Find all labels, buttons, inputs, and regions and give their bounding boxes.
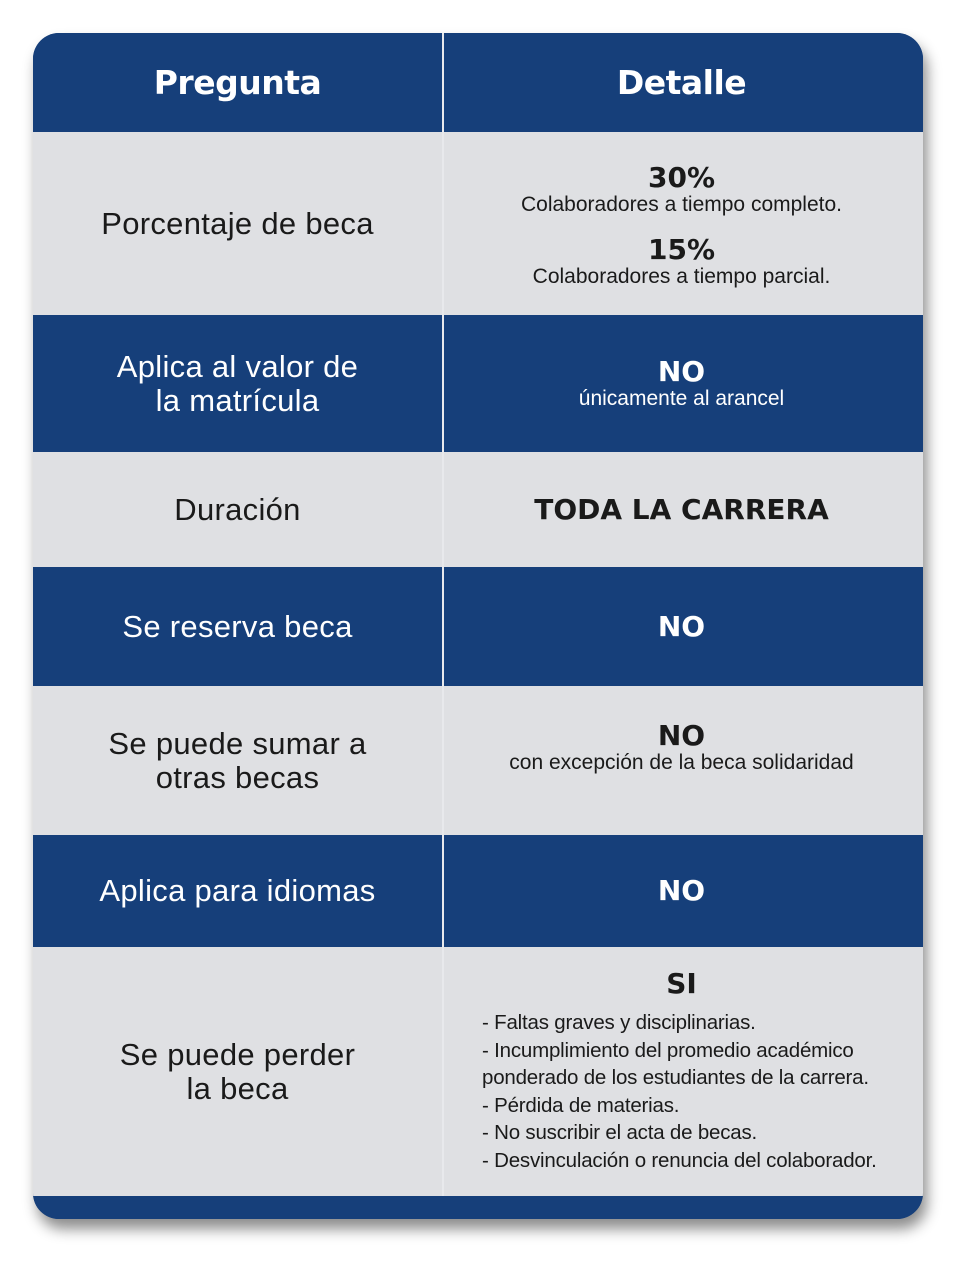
list-item: ponderado de los estudiantes de la carrera. — [482, 1066, 869, 1090]
question-cell — [33, 315, 442, 452]
header-detalle: Detalle — [616, 63, 747, 102]
question-cell — [33, 947, 442, 1196]
table-row — [33, 835, 923, 947]
header-pregunta: Pregunta — [153, 63, 322, 102]
question-duracion: Duración — [174, 491, 301, 527]
table-row — [33, 452, 923, 567]
detail-cell — [442, 452, 921, 567]
list-item: - Pérdida de materias. — [482, 1093, 680, 1117]
question-idiomas: Aplica para idiomas — [99, 873, 376, 908]
table-row — [33, 686, 923, 835]
conditions-list — [442, 1009, 921, 1175]
value-30-percent: 30% — [647, 160, 716, 194]
list-item: - Faltas graves y disciplinarias. — [482, 1011, 756, 1034]
table-row — [33, 315, 923, 452]
desc-sumar: con excepción de la beca solidaridad — [509, 750, 854, 774]
detail-cell — [442, 947, 921, 1196]
value-perder: SI — [666, 967, 697, 1000]
question-sumar: Se puede sumar a otras becas — [108, 725, 367, 795]
table-row — [33, 947, 923, 1196]
value-15-percent: 15% — [647, 232, 716, 266]
column-divider — [442, 33, 444, 1196]
table-row — [33, 567, 923, 686]
table-row — [33, 132, 923, 315]
value-sumar: NO — [657, 718, 706, 752]
question-cell — [33, 686, 442, 835]
table-footer-bar — [33, 1196, 923, 1219]
value-matricula: NO — [657, 354, 706, 388]
value-idiomas: NO — [657, 874, 706, 907]
table-header — [33, 33, 923, 132]
question-porcentaje: Porcentaje de beca — [101, 205, 374, 241]
detail-cell — [442, 686, 921, 835]
detail-cell — [442, 567, 921, 686]
desc-tiempo-completo: Colaboradores a tiempo completo. — [520, 192, 842, 216]
desc-tiempo-parcial: Colaboradores a tiempo parcial. — [532, 264, 831, 288]
value-reserva: NO — [657, 609, 706, 643]
detail-cell — [442, 315, 921, 452]
value-duracion: TODA LA CARRERA — [534, 492, 829, 526]
question-cell — [33, 452, 442, 567]
question-cell — [33, 567, 442, 686]
scholarship-table — [33, 33, 923, 1219]
desc-matricula: únicamente al arancel — [578, 386, 785, 410]
detail-cell — [442, 835, 921, 947]
header-cell-pregunta — [33, 33, 442, 132]
question-cell — [33, 835, 442, 947]
header-cell-detalle — [442, 33, 921, 132]
list-item: - Incumplimiento del promedio académico — [482, 1038, 854, 1062]
list-item: - Desvinculación o renuncia del colaborador. — [482, 1148, 877, 1172]
question-matricula: Aplica al valor de la matrícula — [116, 348, 359, 418]
question-cell — [33, 132, 442, 315]
question-perder: Se puede perder la beca — [119, 1036, 356, 1106]
list-item: - No suscribir el acta de becas. — [482, 1121, 758, 1145]
question-reserva: Se reserva beca — [122, 608, 353, 644]
detail-cell — [442, 132, 921, 315]
